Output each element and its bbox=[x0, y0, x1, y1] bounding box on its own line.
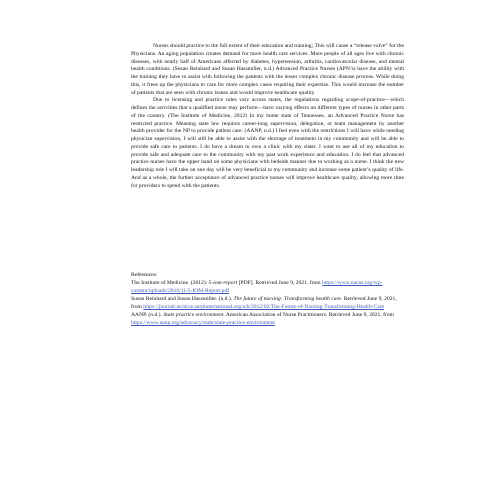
reference-1-prefix: The Institute of Medicine. (2012). bbox=[131, 280, 209, 286]
reference-3-prefix: AANP. (n.d.). bbox=[131, 312, 164, 318]
reference-item-2 bbox=[131, 295, 407, 311]
reference-2-link[interactable]: https://journal-archive.aarpinternational.org/a/b/2012/02/The-Future-of-Nursing-Transforming-Health-Care bbox=[143, 304, 385, 310]
references-heading: References: bbox=[131, 272, 158, 278]
paragraph-1: Nurses should practice to the full extent of their education and training; This will cause a “release valve” for the Physicians. An aging population creates demand for more health care services. More people of all ages live with chronic diseases, with nearly half of Americans affected by diabetes, hypertension, arthritis, cardiovascular disease, and mental health conditions. (Susan Reinhard and Susan Hassmiller, n.d.) Advanced Practice Nurses (APN’s) have the ability with the training they have to assist with following the patients with the lesser complex chronic disease process. While doing this, it frees up the physicians to care for more complex cases requiring their expertise. This would increase the number of patients that are seen with chronic issues and would improve healthcare quality. bbox=[131, 43, 404, 96]
essay-body bbox=[131, 43, 404, 190]
paragraph-2: Due to licensing and practice rules vary across states, the regulations regarding scope-of-practice—which defines the activities that a qualified nurse may perform—have varying effects on different types of nurses in other parts of the country. (The Institute of Medicine, 2012) In my home state of Tennessee, an Advanced Practice Nurse has restricted practice. Meaning state law requires career-long supervision, delegation, or team management by another health provider for the NP to provide patient care. (AANP, n.d.) I feel even with the restrictions I will have while needing physician supervision, I will still be able to assist with the shortage of treatment in my community and will be able to provide safe care to patients. I do have a dream to own a clinic with my sister. I want to use all of my education to provide safe and adequate care to the community with my past work experience and education. I do feel that advanced practice nurses have the upper hand on some physicians with bedside manner due to working as a nurse. I think the new leadership role I will take on one day will be very beneficial to my community and increase some patient’s quality of life. And as a whole, the further acceptance of advanced practice nurses will improve healthcare quality, allowing more time for providers to spend with the patients. bbox=[131, 97, 404, 189]
reference-1-suffix: [PDF]. Retrieved June 9, 2021, from bbox=[237, 280, 323, 286]
reference-3-link[interactable]: https://www.aanp.org/advocacy/state/state-practice-environment bbox=[131, 320, 275, 326]
reference-3-suffix: . American Association of Nurse Practitioners. Retrieved June 9, 2021, from bbox=[223, 312, 394, 318]
reference-1-link[interactable]: https://www.nacns.org/wp-content/uploads/2016/11/5-IOM-Report.pdf bbox=[131, 280, 383, 294]
reference-2-suffix: . Retrieved June 9, 2021, from bbox=[131, 296, 397, 310]
reference-item-3 bbox=[131, 311, 407, 327]
reference-2-title: The future of nursing: Transforming health care bbox=[233, 296, 341, 302]
references-section bbox=[131, 271, 407, 327]
reference-2-prefix: Susan Reinhard and Susan Hassmiller. (n.d.). bbox=[131, 296, 234, 302]
reference-1-title: 5-iom-report bbox=[208, 280, 238, 286]
reference-3-title: State practice environment bbox=[163, 312, 224, 318]
reference-item-1 bbox=[131, 279, 407, 295]
